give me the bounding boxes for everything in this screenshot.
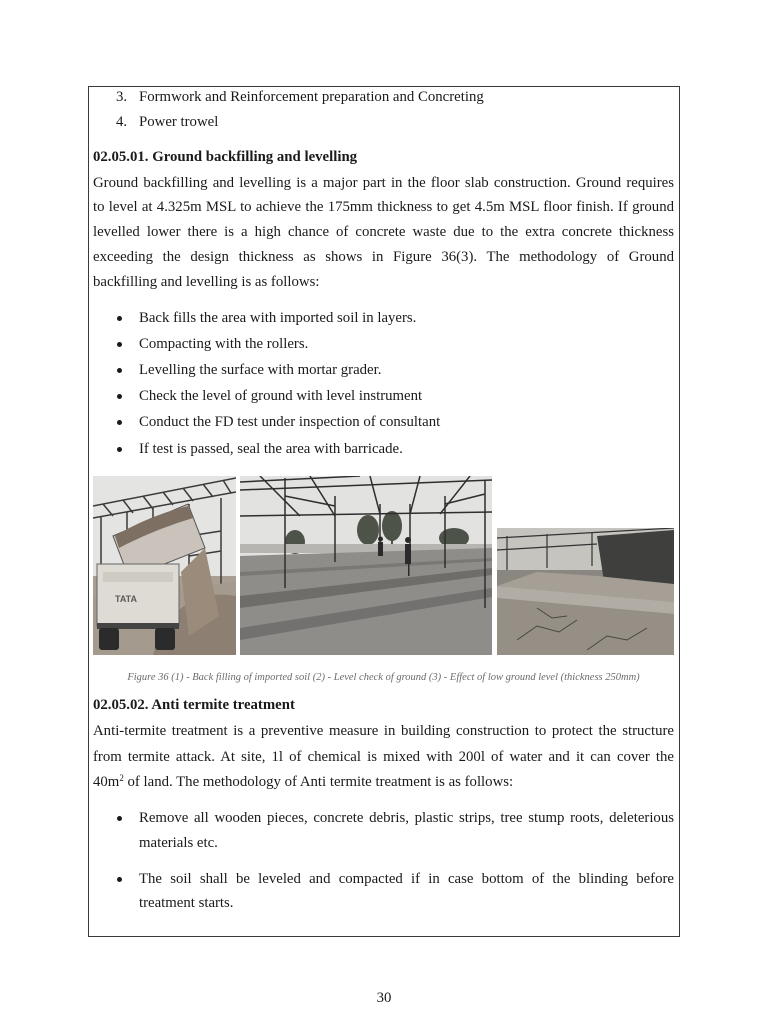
bullet-icon xyxy=(117,816,122,821)
paragraph-line: levelled lower there is a high chance of concrete waste due to the extra concrete thickness xyxy=(93,224,674,240)
bullet-icon xyxy=(117,342,122,347)
superscript: 2 xyxy=(119,773,124,783)
section-heading: 02.05.01. Ground backfilling and levelling xyxy=(93,149,358,165)
paragraph-line: backfilling and levelling is as follows: xyxy=(93,274,320,290)
bullet-item: Back fills the area with imported soil in layers. xyxy=(139,310,417,326)
bullet-icon xyxy=(117,316,122,321)
bullet-icon xyxy=(117,877,122,882)
bullet-item-line: The soil shall be leveled and compacted if in case bottom of the blinding before xyxy=(139,871,674,887)
truck-lettering: TATA xyxy=(115,594,137,604)
list-item-text: Formwork and Reinforcement preparation and Concreting xyxy=(139,89,484,105)
photo-level-check-image xyxy=(240,476,492,655)
figure-caption: Figure 36 (1) - Back filling of imported soil (2) - Level check of ground (3) - Effect of low ground level (thickness 250mm) xyxy=(127,672,640,683)
page-number: 30 xyxy=(376,990,392,1006)
paragraph-line: to level at 4.325m MSL to achieve the 175mm thickness to get 4.5m MSL floor finish. If ground xyxy=(93,199,674,215)
bullet-icon xyxy=(117,420,122,425)
bullet-item-line: treatment starts. xyxy=(139,895,234,911)
bullet-item: If test is passed, seal the area with barricade. xyxy=(139,441,403,457)
paragraph-line: Anti-termite treatment is a preventive measure in building construction to protect the structure xyxy=(93,723,674,739)
bullet-item-line: Remove all wooden pieces, concrete debris, plastic strips, tree stump roots, deleterious xyxy=(139,810,674,826)
bullet-item: Conduct the FD test under inspection of consultant xyxy=(139,414,441,430)
photo-backfilling-soil-image xyxy=(93,476,236,655)
section-heading: 02.05.02. Anti termite treatment xyxy=(93,697,295,713)
list-item-text: Power trowel xyxy=(139,114,219,130)
bullet-item: Check the level of ground with level instrument xyxy=(139,388,423,404)
photo-backfilling-soil xyxy=(93,476,236,655)
bullet-icon xyxy=(117,394,122,399)
area-value: 40m xyxy=(93,774,120,790)
bullet-item: Compacting with the rollers. xyxy=(139,336,309,352)
bullet-item: Levelling the surface with mortar grader. xyxy=(139,362,382,378)
bullet-icon xyxy=(117,368,122,373)
bullet-item-line: materials etc. xyxy=(139,835,218,851)
photo-level-check xyxy=(240,476,492,655)
photo-low-ground-level-image xyxy=(497,528,674,655)
paragraph-line: Ground backfilling and levelling is a major part in the floor slab construction. Ground requires xyxy=(93,175,674,191)
line-text: of land. The methodology of Anti termite treatment is as follows: xyxy=(123,774,514,790)
paragraph-line: exceeding the design thickness as shows in Figure 36(3). The methodology of Ground xyxy=(93,249,674,265)
bullet-icon xyxy=(117,447,122,452)
list-number: 3. xyxy=(116,89,128,105)
photo-low-ground-level xyxy=(497,528,674,655)
paragraph-line xyxy=(93,772,674,792)
list-number: 4. xyxy=(116,114,128,130)
paragraph-line: from termite attack. At site, 1l of chemical is mixed with 200l of water and it can cover the xyxy=(93,749,674,765)
